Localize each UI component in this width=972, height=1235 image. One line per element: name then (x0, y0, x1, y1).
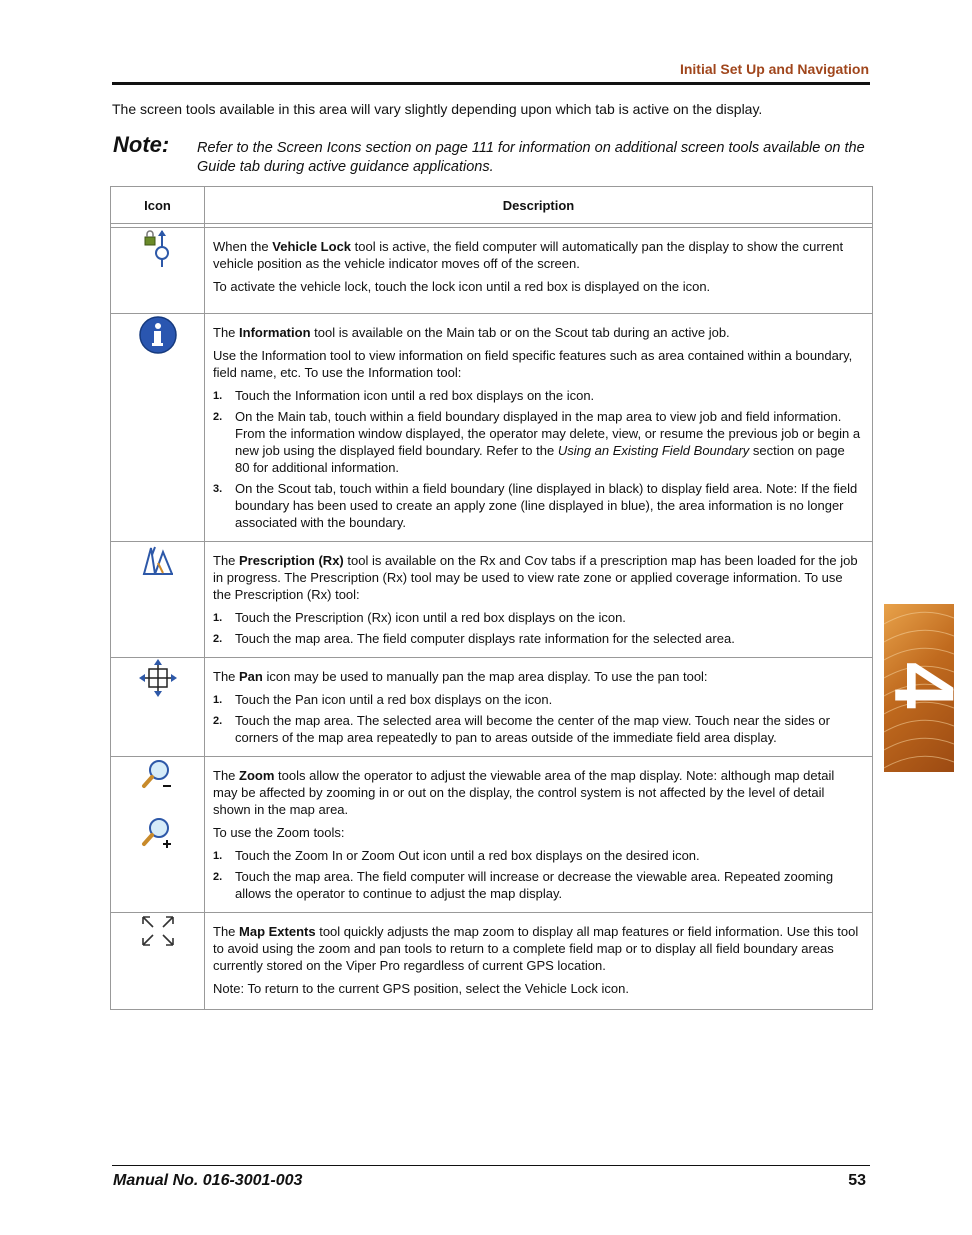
description-paragraph (213, 668, 862, 685)
step-number: 2. (213, 633, 223, 645)
steps-list (213, 387, 862, 531)
note-label: Note: (113, 132, 170, 157)
list-item (213, 712, 862, 746)
tool-name: Zoom (239, 768, 275, 783)
step-text: On the Scout tab, touch within a field boundary (line displayed in black) to display field area. Note: If the field boundary has been used to create an apply zone (line displayed in blue), the area information is no longer associated with the boundary. (235, 481, 858, 530)
text-run: When the (213, 239, 273, 254)
text-run: The (213, 768, 240, 783)
text-run: tool is available on the Main tab or on the Scout tab during an active job. (310, 325, 730, 340)
information-description (205, 314, 873, 542)
text-run: tool quickly adjusts the map zoom to display all map features or field information. Use this tool to avoid using the zoom and pan tools to return to a complete field map or to display all field boundary areas currently stored on the Viper Pro regardless of current GPS location. (213, 924, 859, 973)
step-text: On the Main tab, touch within a field boundary displayed in the map area to view job and field information. From the information window displayed, the operator may delete, view, or resume the previous job or begin a new job using the displayed field boundary. Refer to the (235, 409, 861, 458)
step-text: Touch the Zoom In or Zoom Out icon until a red box displays on the desired icon. (235, 848, 700, 863)
list-item (213, 480, 862, 531)
tool-name: Pan (239, 669, 263, 684)
zoom-out-icon (142, 758, 174, 794)
icon-cell (111, 542, 205, 658)
step-number: 1. (213, 390, 223, 402)
table-row (111, 228, 873, 314)
prescription-rx-icon (141, 543, 175, 581)
step-number: 3. (213, 483, 223, 495)
tool-name: Information (239, 325, 311, 340)
step-text: section on page 80 for additional information. (235, 443, 845, 475)
description-paragraph (213, 324, 862, 341)
chapter-number: 4 (877, 662, 971, 709)
description-paragraph: To use the Zoom tools: (213, 825, 345, 840)
note-text: Refer to the Screen Icons section on page 111 for information on additional screen tools available on the Guide tab during active guidance applications. (197, 140, 865, 175)
description-paragraph: To activate the vehicle lock, touch the lock icon until a red box is displayed on the icon. (213, 279, 711, 294)
pan-icon (139, 659, 177, 701)
text-run: tool is available on the Rx and Cov tabs if a prescription map has been loaded for the job in progress. The Prescription (Rx) tool may be used to view rate zone or applied coverage information. To use the Prescription (Rx) tool: (213, 553, 858, 602)
table-header-row (111, 187, 873, 224)
steps-list (213, 609, 862, 647)
vehicle-lock-icon (140, 229, 176, 273)
list-item (213, 868, 862, 902)
description-paragraph (213, 767, 862, 818)
map-extents-description (205, 913, 873, 1010)
step-text: Touch the map area. The selected area will become the center of the map view. Touch near the sides or corners of the map area repeatedly to pan to areas outside of the immediate field area display. (235, 713, 830, 745)
manual-number: Manual No. 016-3001-003 (113, 1172, 303, 1189)
icon-cell (111, 228, 205, 314)
table-row (111, 913, 873, 1010)
screen-tools-table (110, 186, 873, 1010)
list-item (213, 387, 862, 404)
tool-name: Map Extents (239, 924, 316, 939)
step-text: Touch the Prescription (Rx) icon until a red box displays on the icon. (235, 610, 626, 625)
step-text: Touch the Information icon until a red box displays on the icon. (235, 388, 595, 403)
list-item (213, 408, 862, 476)
zoom-description (205, 757, 873, 913)
step-text: Touch the Pan icon until a red box displays on the icon. (235, 692, 553, 707)
table-row (111, 757, 873, 913)
icon-cell (111, 913, 205, 1010)
step-number: 2. (213, 871, 223, 883)
text-run: The (213, 325, 240, 340)
chapter-tab (877, 604, 971, 772)
step-number: 1. (213, 850, 223, 862)
prescription-description (205, 542, 873, 658)
icon-column-header: Icon (111, 187, 205, 224)
list-item (213, 630, 862, 647)
description-paragraph (213, 552, 862, 603)
description-paragraph (213, 923, 862, 974)
description-paragraph (213, 238, 862, 272)
text-run: tool is active, the field computer will automatically pan the display to show the current vehicle position as the vehicle indicator moves off of the screen. (213, 239, 844, 271)
table-row (111, 542, 873, 658)
icon-cell (111, 314, 205, 542)
step-number: 2. (213, 715, 223, 727)
text-run: icon may be used to manually pan the map area display. To use the pan tool: (262, 669, 708, 684)
text-run: The (213, 669, 240, 684)
table-row (111, 658, 873, 757)
list-item (213, 847, 862, 864)
zoom-in-icon (142, 816, 174, 852)
icon-cell (111, 658, 205, 757)
tool-name: Vehicle Lock (272, 239, 352, 254)
description-paragraph: Use the Information tool to view information on field specific features such as area contained within a boundary, field name, etc. To use the Information tool: (213, 348, 853, 380)
step-number: 1. (213, 612, 223, 624)
text-run: tools allow the operator to adjust the viewable area of the map display. Note: although map detail may be affected by zooming in or out on the display, the control system is not affected by the level of detail shown in the map area. (213, 768, 835, 817)
steps-list (213, 691, 862, 746)
pan-description (205, 658, 873, 757)
reference-title: Using an Existing Field Boundary (557, 443, 750, 458)
icon-cell (111, 757, 205, 913)
list-item (213, 691, 862, 708)
vehicle-lock-description (205, 228, 873, 314)
page-number: 53 (848, 1172, 866, 1189)
intro-paragraph: The screen tools available in this area will vary slightly depending upon which tab is active on the display. (112, 101, 763, 117)
steps-list (213, 847, 862, 902)
information-icon (138, 315, 178, 359)
text-run: The (213, 553, 240, 568)
list-item (213, 609, 862, 626)
text-run: The (213, 924, 240, 939)
step-text: Touch the map area. The field computer displays rate information for the selected area. (235, 631, 735, 646)
table-row (111, 314, 873, 542)
step-number: 1. (213, 694, 223, 706)
zoom-icons (112, 758, 203, 852)
step-text: Touch the map area. The field computer will increase or decrease the viewable area. Repeated zooming allows the operator to continue to adjust the map display. (235, 869, 834, 901)
description-column-header: Description (205, 187, 873, 224)
section-title: Initial Set Up and Navigation (679, 61, 869, 77)
step-number: 2. (213, 411, 223, 423)
tool-name: Prescription (Rx) (239, 553, 344, 568)
map-extents-icon (140, 914, 176, 952)
header-rule (112, 82, 870, 85)
description-paragraph: Note: To return to the current GPS position, select the Vehicle Lock icon. (213, 981, 629, 996)
footer-rule (112, 1165, 870, 1166)
